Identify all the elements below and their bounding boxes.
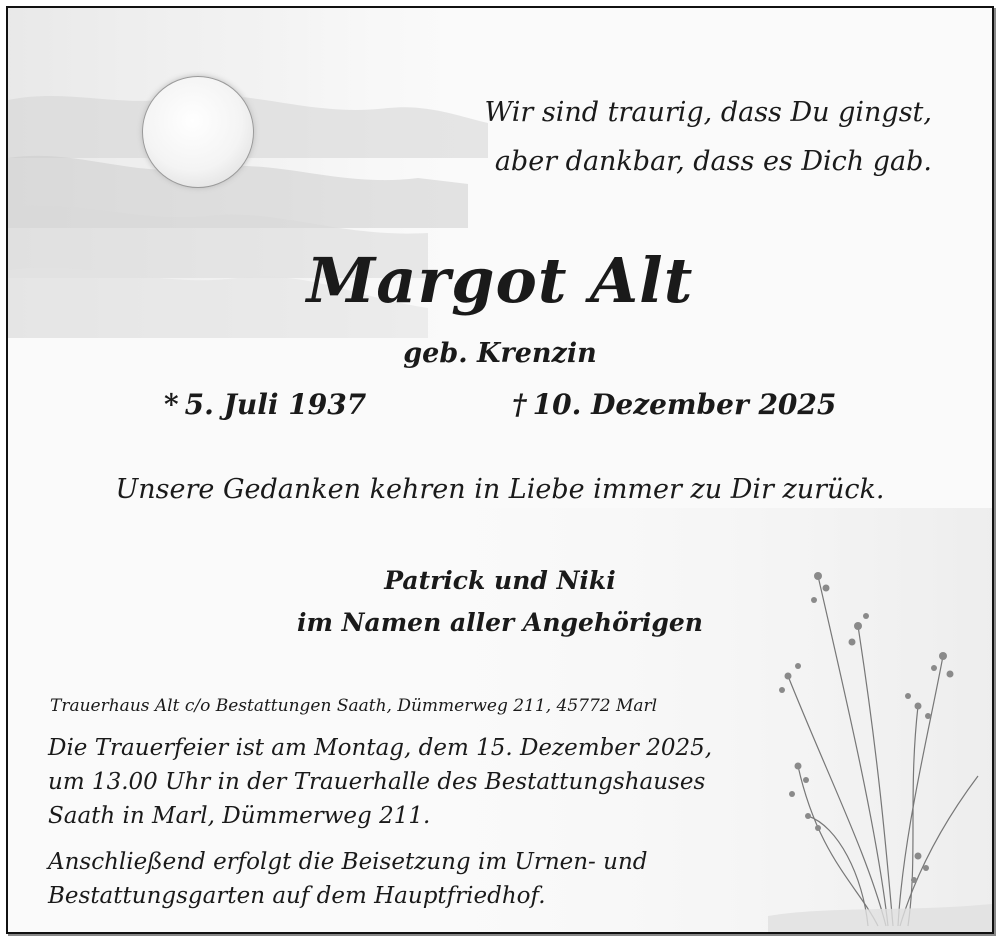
- service-line-1: Die Trauerfeier ist am Montag, dem 15. Dezember 2025,: [48, 735, 713, 761]
- mourning-address: Trauerhaus Alt c/o Bestattungen Saath, Dümmerweg 211, 45772 Marl: [50, 696, 658, 716]
- death-date-text: 10. Dezember 2025: [532, 388, 837, 421]
- birth-date: [164, 388, 366, 421]
- death-date: [512, 388, 836, 421]
- service-line-5: Bestattungsgarten auf dem Hauptfriedhof.: [48, 883, 546, 909]
- signature-line-1: Patrick und Niki: [384, 566, 616, 595]
- cross-icon: †: [512, 388, 527, 421]
- service-line-3: Saath in Marl, Dümmerweg 211.: [48, 803, 431, 829]
- service-line-4: Anschließend erfolgt die Beisetzung im Urnen- und: [48, 849, 648, 875]
- birth-star-icon: *: [164, 388, 179, 421]
- service-line-2: um 13.00 Uhr in der Trauerhalle des Bestattungshauses: [48, 769, 706, 795]
- obituary-card: [6, 6, 994, 934]
- memorial-thought: Unsere Gedanken kehren in Liebe immer zu Dir zurück.: [115, 474, 885, 505]
- birth-date-text: 5. Juli 1937: [184, 388, 367, 421]
- maiden-name: geb. Krenzin: [403, 338, 597, 369]
- signature-line-2: im Namen aller Angehörigen: [297, 608, 703, 637]
- moon-illustration: [142, 76, 254, 188]
- quote-line-2: aber dankbar, dass es Dich gab.: [494, 146, 932, 177]
- quote-line-1: Wir sind traurig, dass Du gingst,: [484, 97, 932, 128]
- deceased-name: Margot Alt: [306, 244, 694, 317]
